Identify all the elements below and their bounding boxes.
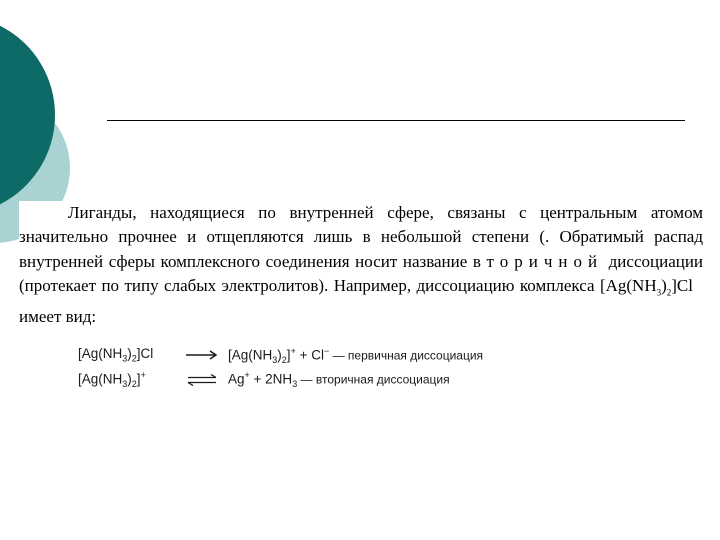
equation-lhs: $[Ag(NH_3)_2]^+$	[78, 370, 146, 390]
forward-arrow-icon	[185, 350, 219, 360]
equilibrium-arrow-icon	[185, 374, 219, 386]
paragraph-spaced-word: вторичной	[472, 251, 604, 271]
complex-formula: $[Ag(NH_3)_2]Cl$	[599, 276, 693, 298]
equation-rhs: $[Ag(NH_3)_2]^+ + Cl^-$ — первичная диссоциация	[228, 346, 484, 366]
paragraph-text-part3: имеет вид:	[19, 307, 97, 327]
equation-lhs: $[Ag(NH_3)_2]Cl$	[78, 346, 154, 364]
title-divider-line	[107, 120, 685, 121]
paragraph-text-part1: Лиганды, находящиеся по внутренней сфере, связаны с центральным атомом значительно прочнее и отщепляются лишь в небольшой степени (. Обратимый распад внутренней сферы комплексного соединения носит название	[19, 203, 703, 271]
paragraph-text-part2: диссоциации (протекает по типу слабых электролитов). Например, диссоциацию комплекса	[19, 251, 704, 296]
equation-label: — вторичная диссоциация	[297, 372, 450, 387]
equation-rhs: $Ag^+ + 2NH_3$ — вторичная диссоциация	[228, 370, 450, 390]
body-paragraph	[19, 201, 703, 329]
equation-label: — первичная диссоциация	[329, 348, 484, 363]
